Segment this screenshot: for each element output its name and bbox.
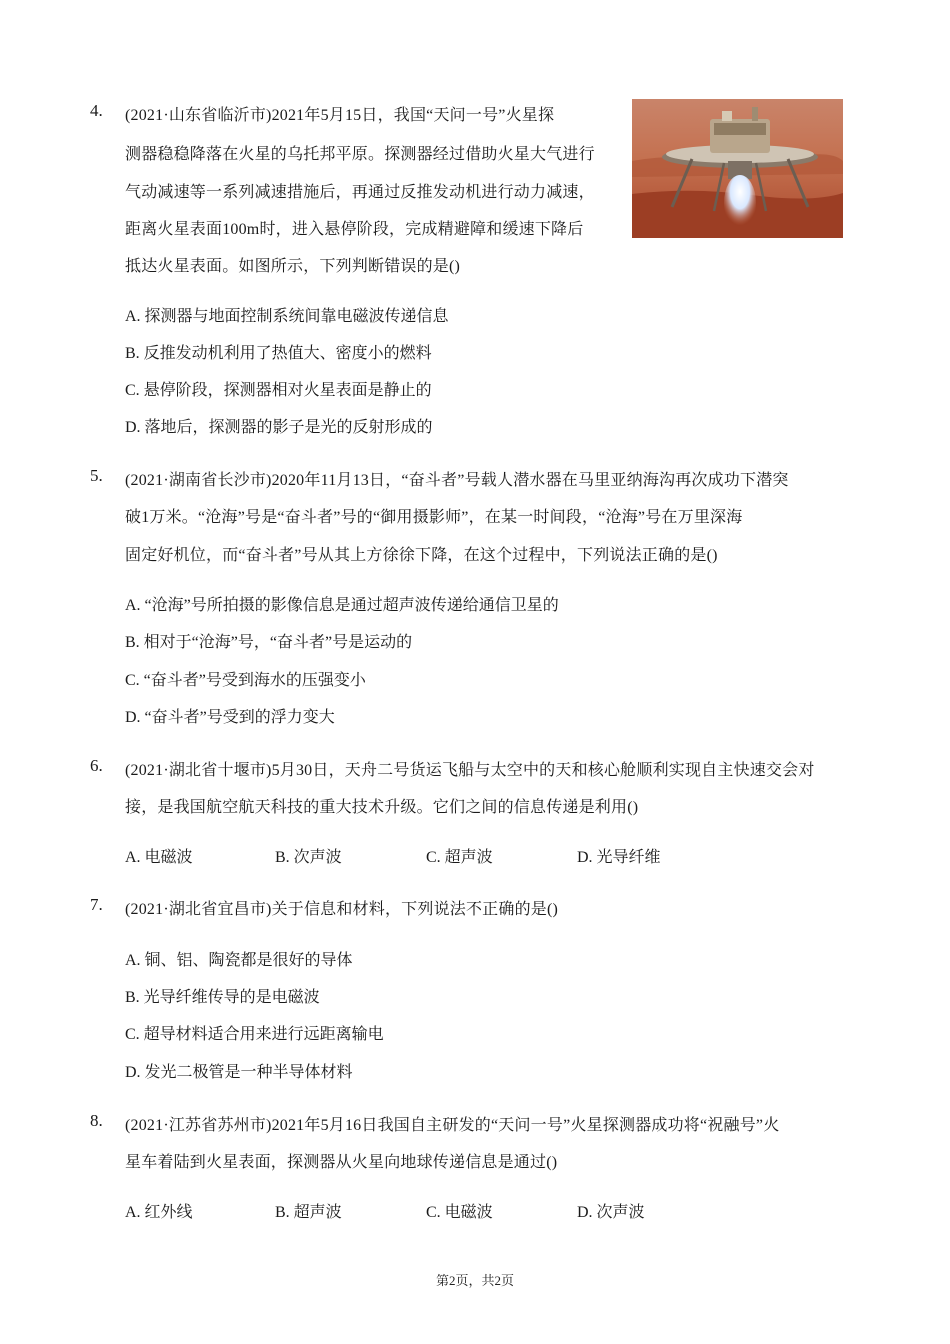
- option-a: A. 探测器与地面控制系统间靠电磁波传递信息: [125, 308, 449, 325]
- option-a: A. 电磁波: [125, 849, 193, 866]
- option-b: B. 反推发动机利用了热值大、密度小的燃料: [125, 345, 432, 362]
- option-d: D. 次声波: [577, 1204, 645, 1221]
- question-text-line: 气动减速等一系列减速措施后，再通过反推发动机进行动力减速，: [125, 184, 595, 201]
- option-c: C. 悬停阶段，探测器相对火星表面是静止的: [125, 382, 432, 399]
- option-d: D. 落地后，探测器的影子是光的反射形成的: [125, 419, 433, 436]
- question-number: 6.: [90, 756, 103, 775]
- option-a: A. 铜、铝、陶瓷都是很好的导体: [125, 952, 353, 969]
- option-c: C. 超导材料适合用来进行远距离输电: [125, 1026, 384, 1043]
- option-a: A. 红外线: [125, 1204, 193, 1221]
- option-c: C. “奋斗者”号受到海水的压强变小: [125, 672, 366, 689]
- question-text-line: (2021·湖南省长沙市)2020年11月13日，“奋斗者”号载人潜水器在马里亚纳海沟再次成功下潜突: [125, 472, 789, 489]
- question-text-line: (2021·湖北省十堰市)5月30日，天舟二号货运飞船与太空中的天和核心舱顺利实现自主快速交会对: [125, 762, 815, 779]
- question-text-line: 抵达火星表面。如图所示，下列判断错误的是(): [125, 258, 461, 275]
- question-text-line: (2021·湖北省宜昌市)关于信息和材料，下列说法不正确的是(): [125, 901, 559, 918]
- option-b: B. 超声波: [275, 1204, 342, 1221]
- question-number: 4.: [90, 101, 103, 120]
- option-c: C. 超声波: [426, 849, 493, 866]
- page-footer: 第2页，共2页: [435, 1273, 514, 1288]
- question-text-line: 破1万米。“沧海”号是“奋斗者”号的“御用摄影师”，在某一时间段，“沧海”号在万里深海: [125, 509, 743, 526]
- question-text-line: 距离火星表面100m时，进入悬停阶段，完成精避障和缓速下降后: [125, 221, 584, 238]
- mars-lander-image: [632, 99, 843, 238]
- option-a: A. “沧海”号所拍摄的影像信息是通过超声波传递给通信卫星的: [125, 597, 559, 614]
- option-d: D. 光导纤维: [577, 849, 661, 866]
- option-d: D. “奋斗者”号受到的浮力变大: [125, 709, 335, 726]
- option-b: B. 相对于“沧海”号，“奋斗者”号是运动的: [125, 634, 413, 651]
- question-number: 5.: [90, 466, 103, 485]
- option-b: B. 光导纤维传导的是电磁波: [125, 989, 320, 1006]
- question-text-line: 固定好机位，而“奋斗者”号从其上方徐徐下降，在这个过程中，下列说法正确的是(): [125, 547, 718, 564]
- question-text-line: 测器稳稳降落在火星的乌托邦平原。探测器经过借助火星大气进行: [125, 146, 595, 163]
- option-d: D. 发光二极管是一种半导体材料: [125, 1064, 353, 1081]
- question-text-line: (2021·山东省临沂市)2021年5月15日，我国“天问一号”火星探: [125, 107, 555, 124]
- question-text-line: (2021·江苏省苏州市)2021年5月16日我国自主研发的“天问一号”火星探测器成功将“祝融号”火: [125, 1117, 780, 1134]
- question-number: 8.: [90, 1111, 103, 1130]
- option-b: B. 次声波: [275, 849, 342, 866]
- option-c: C. 电磁波: [426, 1204, 493, 1221]
- question-text-line: 接，是我国航空航天科技的重大技术升级。它们之间的信息传递是利用(): [125, 799, 639, 816]
- question-number: 7.: [90, 895, 103, 914]
- question-text-line: 星车着陆到火星表面，探测器从火星向地球传递信息是通过(): [125, 1154, 558, 1171]
